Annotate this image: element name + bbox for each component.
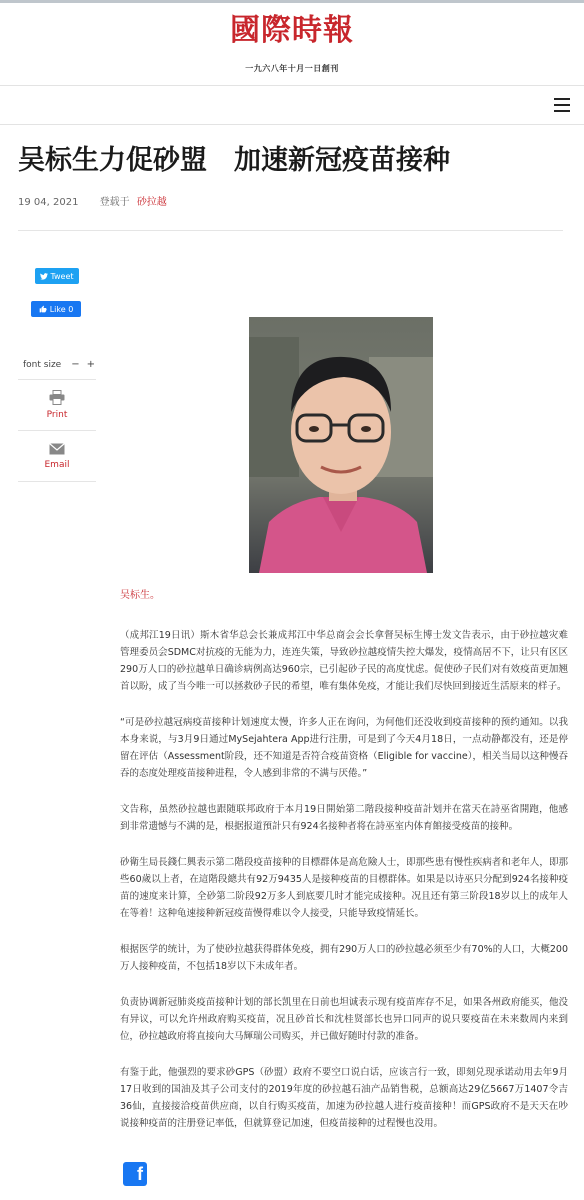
twitter-bird-icon <box>40 273 48 280</box>
facebook-share-button[interactable] <box>123 1162 147 1186</box>
navigation-bar <box>0 85 584 125</box>
facebook-like-button[interactable] <box>31 301 81 317</box>
email-button[interactable] <box>18 431 96 482</box>
logo-text: 國際時報 <box>230 13 354 48</box>
photo-caption: 吴标生。 <box>120 590 160 601</box>
posted-in-label: 登载于 <box>99 197 130 208</box>
article-body <box>120 627 568 1151</box>
font-size-control <box>18 350 96 380</box>
portrait-illustration <box>249 317 433 573</box>
article-paragraph: 有鉴于此，他强烈的要求砂GPS（砂盟）政府不要空口说白话，应该言行一致，即刻兑现承诺动用去年9月17日收到的国油及其子公司支付的2019年度的砂拉越石油产品销售税，总额高达29亿5667万1407令吉36仙，直接接洽疫苗供应商，以自行购买疫苗，加速为砂拉越人进行疫苗接种！而GPS政府不是天天在吵说接种疫苗的注册登记率低，但就算登记加速，但疫苗接种的过程慢也没用。 <box>120 1067 568 1129</box>
print-button[interactable] <box>18 380 96 431</box>
article-title: 吴标生力促砂盟 加速新冠疫苗接种 <box>18 145 450 176</box>
facebook-icon: f <box>137 1163 143 1184</box>
font-decrease-button[interactable]: − <box>71 359 80 370</box>
article-paragraph: “可是砂拉越冠病疫苗接种计划速度太慢，许多人正在询问，为何他们还没收到疫苗接种的预约通知。以我本身来说，与3月9日通过MySejahtera App进行注册，可是到了今天4月18日，一点动静都没有，还是停留在评估（Assessment阶段，还不知道是否符合疫苗资格（Eligible for vaccine），相关当局以这种慢吞吞的态度处理疫苗接种进程，令人感到非常的不满与厌倦。” <box>120 717 568 779</box>
article-paragraph: （成邦江19日讯）斯木省华总会长兼成邦江中华总商会会长拿督吴标生博士发文告表示，由于砂拉越灾难管理委员会SDMC对抗疫的无能为力，连连失策，导致砂拉越疫情失控大爆发，疫情高居不下，让只有区区290万人口的砂拉越单日确诊病例高达960宗，已引起砂子民的高度忧虑。促使砂子民们对有效疫苗更加翘首以盼，成了当今唯一可以拯救砂子民的希望，唯有集体免疫，才能让我们尽快回到接近生活原来的样子。 <box>120 630 568 692</box>
article-paragraph: 砂衛生局長錢仁興表示第二階段疫苗接种的目標群体是高危險人士，即那些患有慢性疾病者和老年人，即那些60歲以上者，在這階段總共有92万9435人是接种疫苗的目標群体。如果是以诗巫只分配到924名接种疫苗的速度来计算，全砂第二阶段92万多人到底要几时才能完成接种。况且还有第三阶段18岁以上的成年人在等着！这种龟速接种新冠疫苗慢得难以令人接受，只能导致疫情延长。 <box>120 857 568 919</box>
hamburger-menu-icon[interactable] <box>554 98 570 112</box>
masthead <box>0 14 584 85</box>
article-meta <box>18 193 167 208</box>
font-size-label: font size <box>23 359 62 370</box>
tweet-button[interactable] <box>35 268 79 284</box>
article-paragraph: 文告称，虽然砂拉越也跟随联邦政府于本月19日開始第二階段接种疫苗計划并在當天在詩巫省開跑，他感到非常遗憾与不满的是，根据报道預計只有924名接种者将在詩巫室内体育館接受疫苗的接种。 <box>120 804 568 832</box>
envelope-icon <box>49 443 65 455</box>
article-date: 19 04, 2021 <box>18 197 79 208</box>
thumbs-up-icon <box>39 305 47 313</box>
printer-icon <box>49 390 65 405</box>
site-logo[interactable] <box>230 14 354 85</box>
email-label: Email <box>44 459 70 470</box>
tweet-label: Tweet <box>50 271 74 281</box>
divider <box>18 230 563 231</box>
top-border <box>0 0 584 3</box>
article-paragraph: 根据医学的统计，为了使砂拉越获得群体免疫，拥有290万人口的砂拉越必须至少有70%的人口，大概200万人接种疫苗，不包括18岁以下未成年者。 <box>120 944 568 972</box>
logo-subtitle: 一九六八年十月一日創刊 <box>245 63 339 73</box>
article-paragraph: 负责协调新冠肺炎疫苗接种计划的部长凯里在日前也坦诚表示现有疫苗库存不足，如果各州政府能买，他没有异议，可以允许州政府购买疫苗，况且砂首长和沈桂贤部长也异口同声的说只要疫苗在未来数周内来到位，砂拉越政府将直接向大马輝瑞公司购买，并已做好随时付款的准备。 <box>120 997 568 1042</box>
font-increase-button[interactable]: + <box>86 359 96 370</box>
article-tools <box>18 350 96 482</box>
print-label: Print <box>46 410 68 420</box>
like-label: Like 0 <box>49 304 74 314</box>
article-photo <box>249 317 433 573</box>
category-link[interactable]: 砂拉越 <box>136 197 167 208</box>
